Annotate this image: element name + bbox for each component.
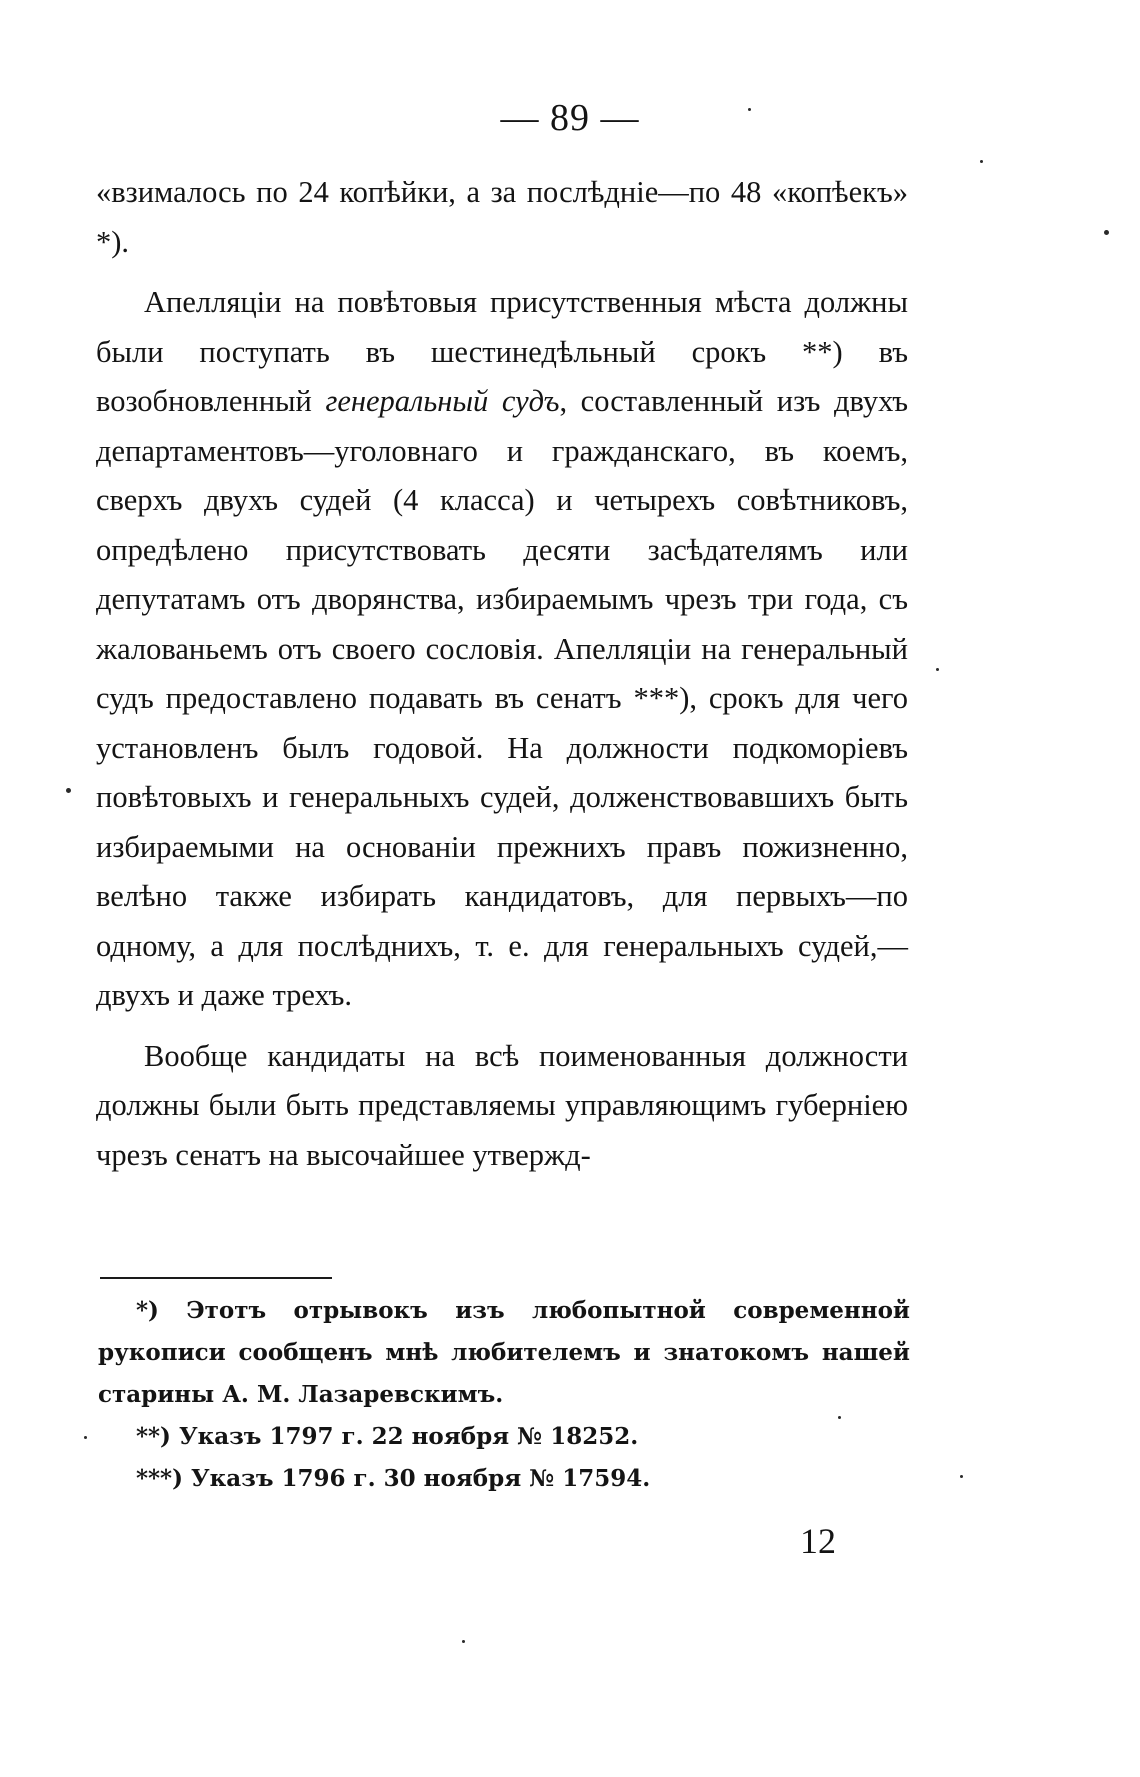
footnote-3: ***) Указъ 1796 г. 30 ноября № 17594. (136, 1465, 651, 1492)
paragraph-1: «взималось по 24 копѣйки, а за послѣдніе—по 48 «копѣекъ» *). (96, 175, 908, 259)
scan-speck (838, 1416, 841, 1419)
paragraph-2-text: Апелляціи на повѣтовыя присутственныя мѣста должны были поступать въ шестинедѣльный срокъ **) въ возобновленный (96, 285, 908, 418)
scan-speck (960, 1475, 963, 1478)
scan-speck (980, 160, 983, 163)
italic-term: генеральный судъ (325, 384, 560, 418)
scan-speck (936, 668, 939, 671)
scan-speck (1104, 230, 1109, 235)
signature-mark: 12 (800, 1521, 836, 1561)
paragraph-2 (96, 278, 908, 1021)
paragraph-2-text: , составленный изъ двухъ департаментовъ—уголовнаго и гражданскаго, въ коемъ, сверхъ двухъ судей (4 класса) и четырехъ совѣтниковъ, опредѣлено присутствовать десяти засѣдателямъ или депутатамъ отъ дворянства, избираемымъ чрезъ три года, съ жалованьемъ отъ своего сословія. Апелляціи на генеральный судъ предоставлено подавать въ сенатъ ***), срокъ для чего установленъ былъ годовой. На должности подкоморіевъ повѣтовыхъ и генеральныхъ судей, долженствовавшихъ быть избираемыми на основаніи прежнихъ правъ пожизненно, велѣно также избирать кандидатовъ, для первыхъ—по одному, а для послѣднихъ, т. е. для генеральныхъ судей,—двухъ и даже трехъ. (96, 384, 908, 1012)
footnote-2: **) Указъ 1797 г. 22 ноября № 18252. (136, 1423, 639, 1450)
scan-speck (66, 788, 71, 793)
scan-speck (462, 1640, 465, 1643)
paragraph-3: Вообще кандидаты на всѣ поименованныя должности должны были быть представляемы управляющимъ губерніею чрезъ сенатъ на высочайшее утвержд- (96, 1038, 908, 1172)
footnotes (98, 1290, 910, 1500)
footnote-divider (100, 1277, 332, 1279)
scan-speck (84, 1436, 87, 1439)
page-number: — 89 — (500, 97, 640, 139)
footnote-1: *) Этотъ отрывокъ изъ любопытной современной рукописи сообщенъ мнѣ любителемъ и знатокомъ нашей старины А. М. Лазаревскимъ. (98, 1297, 910, 1408)
main-text (96, 168, 908, 1180)
scan-speck (748, 108, 751, 111)
